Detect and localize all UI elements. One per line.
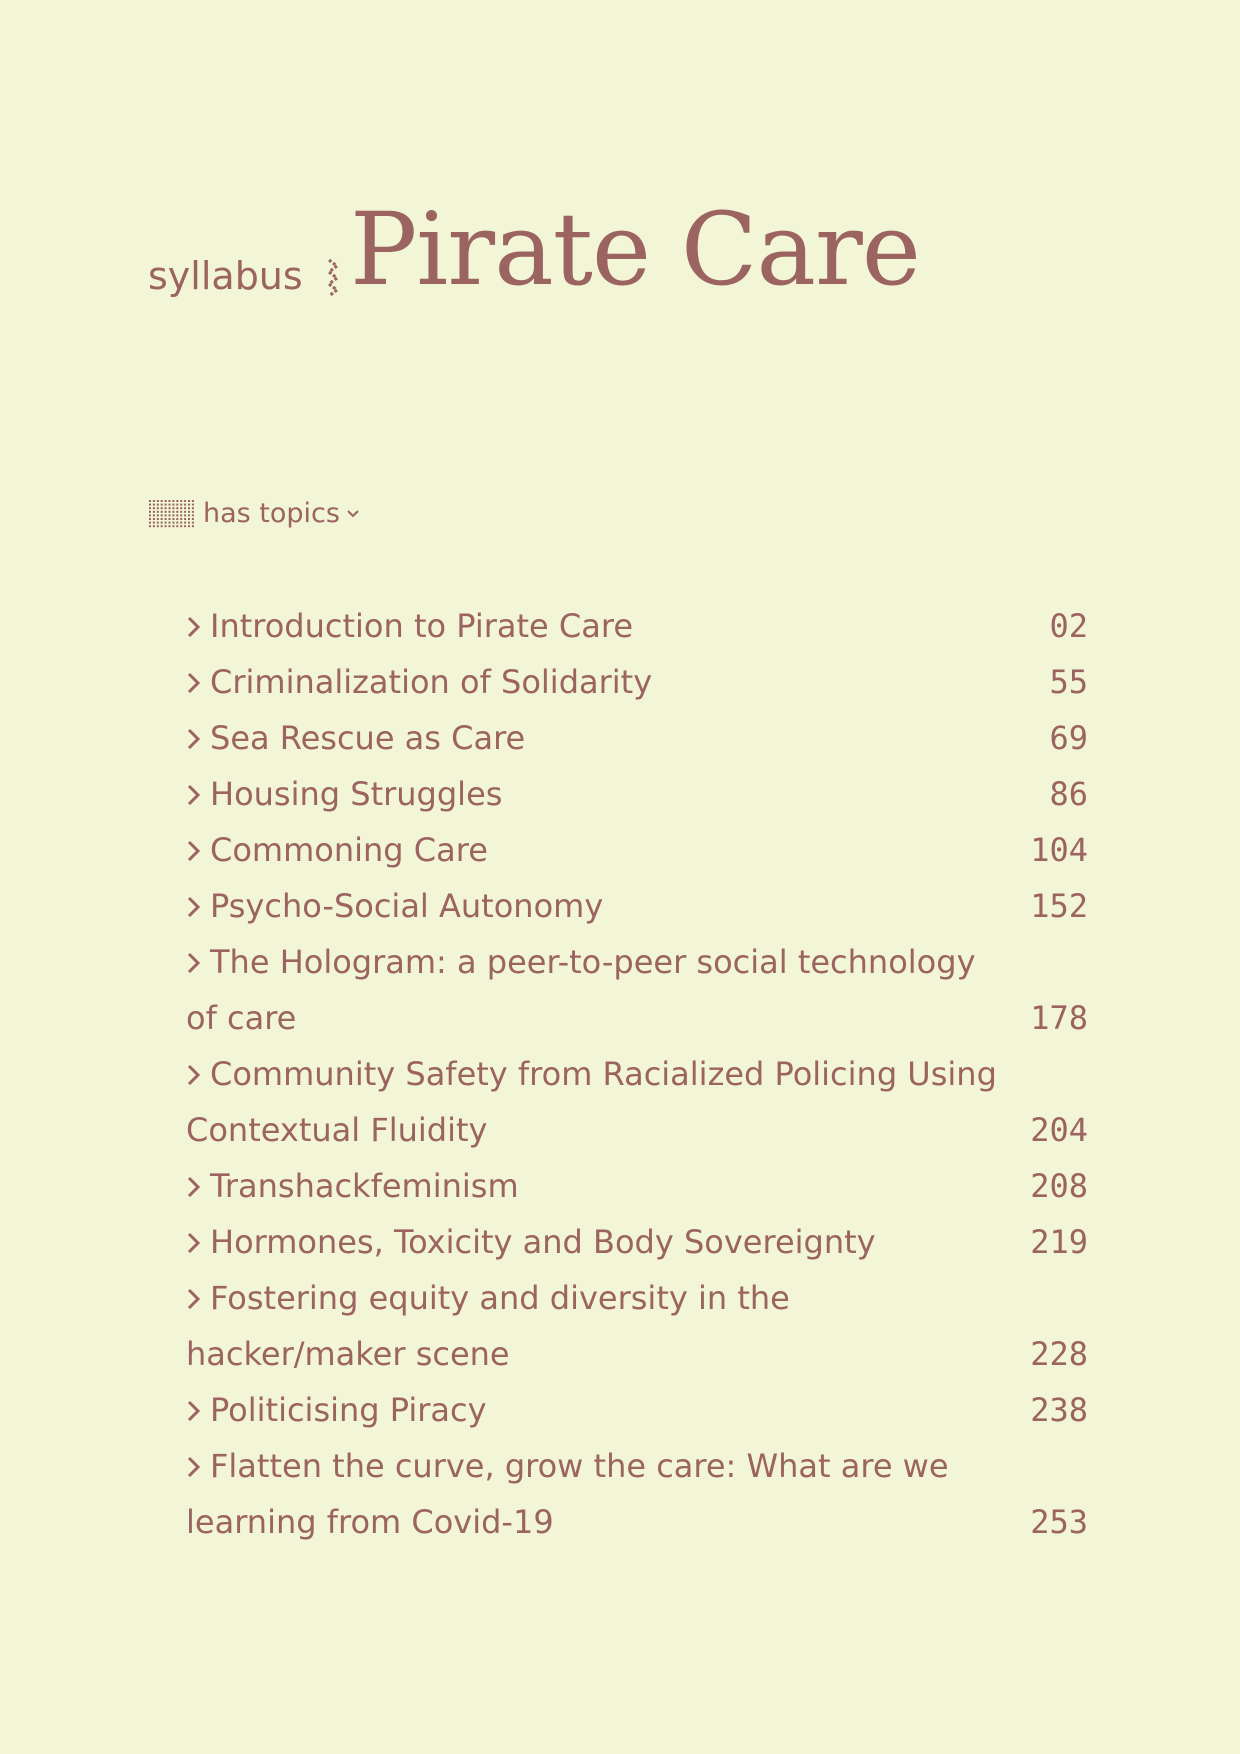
toc-item[interactable] xyxy=(186,710,1088,766)
toc-item-page-number: 55 xyxy=(1049,663,1088,701)
toc-item-title xyxy=(186,654,1088,710)
toc-item-page-number: 69 xyxy=(1049,719,1088,757)
toc-item-title xyxy=(186,598,1088,654)
toc-item-title-text: Commoning Care xyxy=(210,831,488,869)
toc-item-page-number: 208 xyxy=(1030,1167,1088,1205)
toc-item-title-text: Fostering equity and diversity in the hacker/maker scene xyxy=(186,1279,790,1373)
chevron-right-icon xyxy=(186,1175,202,1199)
toc-item-page-number: 178 xyxy=(1030,999,1088,1037)
toc-item-title xyxy=(186,710,1088,766)
topics-list xyxy=(186,598,1088,1550)
chevron-right-icon xyxy=(186,951,202,975)
toc-item-title-text: Community Safety from Racialized Policing Using Contextual Fluidity xyxy=(186,1055,997,1149)
toc-item-title-text: Introduction to Pirate Care xyxy=(210,607,633,645)
toc-item[interactable] xyxy=(186,654,1088,710)
toc-item-title xyxy=(186,822,1088,878)
chevron-right-icon xyxy=(186,895,202,919)
toc-item-page-number: 219 xyxy=(1030,1223,1088,1261)
toc-item-title xyxy=(186,934,1088,1046)
wavy-separator-icon xyxy=(324,258,342,298)
toc-item-title-text: Hormones, Toxicity and Body Sovereignty xyxy=(210,1223,876,1261)
toc-item[interactable] xyxy=(186,1382,1088,1438)
chevron-right-icon xyxy=(186,839,202,863)
toc-item-page-number: 204 xyxy=(1030,1111,1088,1149)
dot-grid-icon xyxy=(148,499,196,529)
toc-item-page-number: 02 xyxy=(1049,607,1088,645)
chevron-right-icon xyxy=(186,1399,202,1423)
toc-item-title-text: Sea Rescue as Care xyxy=(210,719,526,757)
toc-item-title xyxy=(186,1270,1088,1382)
toc-item[interactable] xyxy=(186,1438,1088,1550)
chevron-right-icon xyxy=(186,1231,202,1255)
toc-item-title xyxy=(186,1046,1088,1158)
toc-item[interactable] xyxy=(186,1046,1088,1158)
chevron-right-icon xyxy=(186,615,202,639)
toc-item-title xyxy=(186,1158,1088,1214)
toc-item-title-text: Transhackfeminism xyxy=(210,1167,519,1205)
toc-item-title xyxy=(186,1214,1088,1270)
toc-item[interactable] xyxy=(186,934,1088,1046)
toc-item-page-number: 152 xyxy=(1030,887,1088,925)
toc-item-title xyxy=(186,766,1088,822)
document-kind-label: syllabus xyxy=(148,254,303,298)
toc-item-page-number: 86 xyxy=(1049,775,1088,813)
toc-item[interactable] xyxy=(186,1270,1088,1382)
toc-item-page-number: 228 xyxy=(1030,1335,1088,1373)
toc-item-title-text: Psycho-Social Autonomy xyxy=(210,887,604,925)
toc-item-page-number: 253 xyxy=(1030,1503,1088,1541)
toc-item-page-number: 104 xyxy=(1030,831,1088,869)
topics-label: has topics xyxy=(203,498,340,529)
toc-item-title xyxy=(186,1382,1088,1438)
toc-item[interactable] xyxy=(186,878,1088,934)
chevron-right-icon xyxy=(186,727,202,751)
chevron-right-icon xyxy=(186,783,202,807)
page-title: Pirate Care xyxy=(350,191,920,308)
toc-item-page-number: 238 xyxy=(1030,1391,1088,1429)
toc-item-title-text: Flatten the curve, grow the care: What are we learning from Covid-19 xyxy=(186,1447,949,1541)
toc-item[interactable] xyxy=(186,766,1088,822)
toc-item-title xyxy=(186,1438,1088,1550)
toc-item[interactable] xyxy=(186,1214,1088,1270)
chevron-right-icon xyxy=(186,1287,202,1311)
toc-item-title-text: Politicising Piracy xyxy=(210,1391,487,1429)
chevron-down-icon xyxy=(346,509,360,519)
toc-item-title-text: The Hologram: a peer-to-peer social technology of care xyxy=(186,943,976,1037)
chevron-right-icon xyxy=(186,1063,202,1087)
toc-item[interactable] xyxy=(186,598,1088,654)
chevron-right-icon xyxy=(186,1455,202,1479)
toc-item-title-text: Housing Struggles xyxy=(210,775,503,813)
toc-item[interactable] xyxy=(186,822,1088,878)
toc-item[interactable] xyxy=(186,1158,1088,1214)
toc-item-title xyxy=(186,878,1088,934)
topics-header[interactable] xyxy=(148,498,360,530)
chevron-right-icon xyxy=(186,671,202,695)
toc-item-title-text: Criminalization of Solidarity xyxy=(210,663,653,701)
